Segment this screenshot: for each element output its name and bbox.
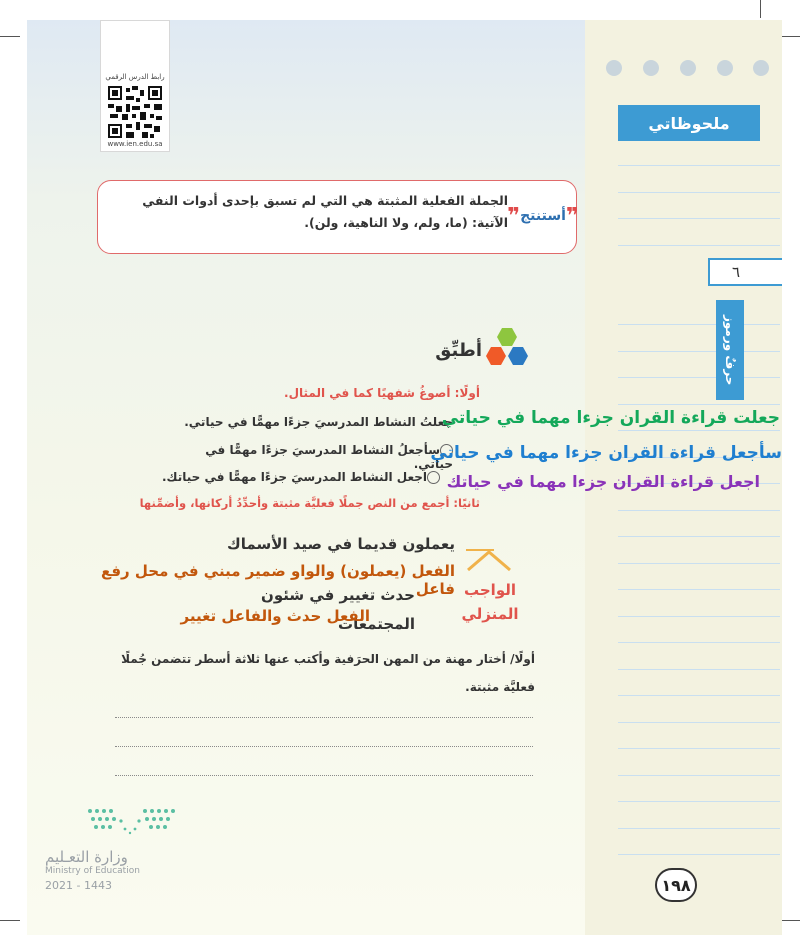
first-instruction: أولًا: أصوغُ شفهيًا كما في المثال. [284,386,480,400]
written-analysis: الفعل (يعملون) والواو ضمير مبني في محل رفع فاعل [100,562,455,598]
option-circle-icon [427,471,440,484]
quote-mark-icon: ❞ [565,203,579,229]
example-sentence-1: جعلتُ النشاط المدرسيَ جزءًا مهمًّا في حياتي. [184,415,453,429]
notes-rule-line [618,722,780,723]
notes-title: ملحوظاتي [618,105,760,141]
apply-title: أطبِّق [435,340,482,361]
notes-rule-line [618,775,780,776]
answer-line-1: جعلت قراءة القران جزءا مهما في حياتي [441,408,780,428]
example-sentence-2: سأجعلُ النشاط المدرسيَ جزءًا مهمًّا في حياتي. [205,443,453,471]
answer-dotted-line[interactable] [115,775,533,776]
second-instruction: ثانيًا: أجمع من النص جملًا فعليَّة مثبتة وأحدِّدُ أركانها، وأضمِّنها [139,496,480,510]
notes-rule-line [618,854,780,855]
qr-url[interactable]: www.ien.edu.sa [107,140,163,148]
qr-code-icon[interactable] [108,86,162,138]
notes-rule-line [618,616,780,617]
notes-rule-line [618,801,780,802]
ring-dot [606,60,622,76]
notes-rule-line [618,589,780,590]
notes-rule-line [618,430,780,431]
written-line-3: المجتمعات [338,615,415,633]
answer-dotted-line[interactable] [115,717,533,718]
conclusion-text: الجملة الفعلية المثبتة هي التي لم تسبق بإحدى أدوات النفي الآتية: (ما، ولم، ولا الناهية، ولن). [142,193,508,230]
crop-mark [0,36,20,37]
notes-rule-line [618,377,780,378]
quote-mark-icon: ❞ [507,203,521,229]
notes-rule-line [618,563,780,564]
written-line-2: حدث تغيير في شئون [261,586,415,604]
notes-rule-line [618,351,780,352]
notes-rule-line [618,165,780,166]
notes-rule-line [618,510,780,511]
ministry-logo-icon [85,805,180,837]
notes-rule-line [618,218,780,219]
homework-instruction-line-1: أولًا/ أختار مهنة من المهن الحرَفية وأكتب عنها ثلاثة أسطر تتضمن جُملًا [121,652,535,666]
edition-year: 2021 - 1443 [45,879,112,892]
homework-label: الواجب المنزلي [461,581,519,623]
notes-rule-line [618,404,780,405]
notes-rule-line [618,828,780,829]
notes-rule-line [618,748,780,749]
ministry-name-ar: وزارة التعـليم [45,848,128,866]
unit-side-label: حرفٌ ورموز [716,300,744,400]
written-line-4: الفعل حدث والفاعل تغيير [180,607,370,625]
notes-rule-line [618,192,780,193]
conclude-badge [507,196,579,236]
answer-line-3: اجعل قراءة القران جزءا مهما في حياتك [446,472,760,491]
crop-mark [780,36,800,37]
homework-instruction-line-2: فعليَّة مثبتة. [465,680,535,694]
answer-dotted-line[interactable] [115,746,533,747]
notes-rule-line [618,642,780,643]
ministry-name-en: Ministry of Education [45,866,140,876]
ring-dot [643,60,659,76]
written-sentence: يعملون قديما في صيد الأسماك [227,535,455,553]
page-number: ١٩٨ [655,868,697,902]
ring-dot [753,60,769,76]
notes-rule-line [618,324,780,325]
example-sentence-3: اجعل النشاط المدرسيَ جزءًا مهمًّا في حياتك. [160,470,440,484]
notes-rule-line [618,536,780,537]
answer-line-2: سأجعل قراءة القران جزءا مهما في حياتي [430,443,782,463]
hexagons-icon [482,326,536,372]
notes-rule-line [618,245,780,246]
crop-mark [0,920,20,921]
conclude-label: أستنتج [520,208,566,224]
qr-label: رابط الدرس الرقمي [105,73,165,81]
ring-dot [717,60,733,76]
crop-mark [780,920,800,921]
crop-mark [760,0,761,18]
notes-rule-line [618,669,780,670]
lesson-number-tab: ٦ [708,258,782,286]
ring-dot [680,60,696,76]
notes-rule-line [618,695,780,696]
